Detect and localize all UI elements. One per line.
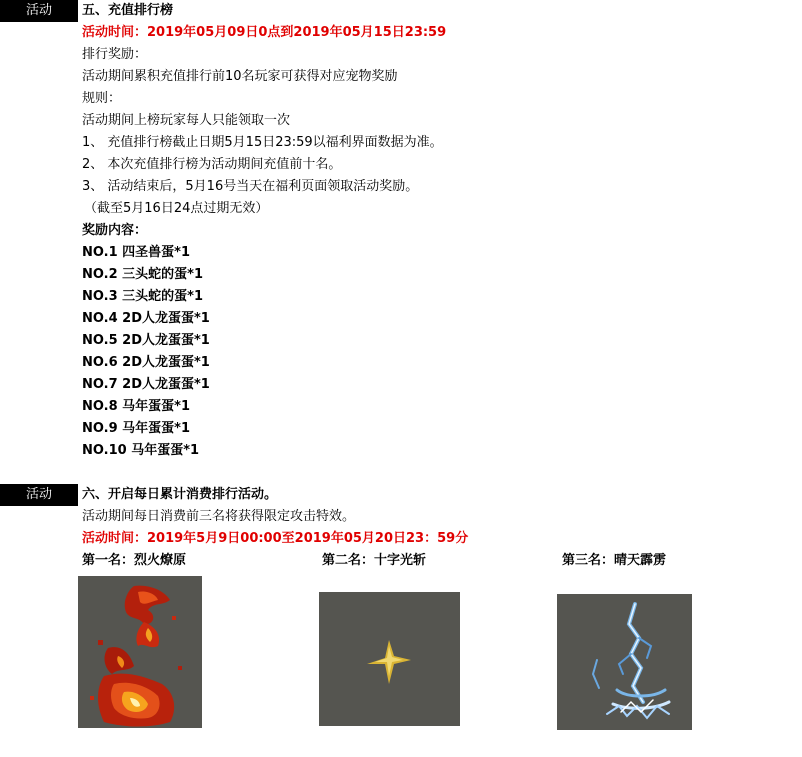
fire-effect-icon bbox=[78, 576, 202, 728]
section-5-time: 活动时间：2019年05月09日0点到2019年05月15日23:59 bbox=[82, 25, 447, 40]
section-6-title: 六、开启每日累计消费排行活动。 bbox=[82, 487, 278, 502]
prize-item: NO.4 2D人龙蛋蛋*1 bbox=[82, 311, 210, 326]
rank-2-title: 第二名：十字光斩 bbox=[322, 553, 427, 568]
cross-slash-effect-image bbox=[319, 592, 460, 726]
section-6-tag: 活动 bbox=[0, 484, 78, 506]
section-6-time: 活动时间：2019年5月9日00:00至2019年05月20日23：59分 bbox=[82, 531, 469, 546]
prize-item: NO.6 2D人龙蛋蛋*1 bbox=[82, 355, 210, 370]
reward-desc: 活动期间累积充值排行前10名玩家可获得对应宠物奖励 bbox=[82, 69, 398, 84]
rank-3-title: 第三名：晴天霹雳 bbox=[562, 553, 667, 568]
reward-label: 排行奖励： bbox=[82, 47, 148, 62]
section-6-desc: 活动期间每日消费前三名将获得限定攻击特效。 bbox=[82, 509, 356, 524]
prize-item: NO.8 马年蛋蛋*1 bbox=[82, 399, 190, 414]
rules-desc: 活动期间上榜玩家每人只能领取一次 bbox=[82, 113, 291, 128]
section-5-tag: 活动 bbox=[0, 0, 78, 22]
rule-item: 1、 充值排行榜截止日期5月15日23:59以福利界面数据为准。 bbox=[82, 135, 443, 150]
prizes-label: 奖励内容： bbox=[82, 223, 148, 238]
rules-label: 规则： bbox=[82, 91, 122, 106]
prize-item: NO.10 马年蛋蛋*1 bbox=[82, 443, 200, 458]
rule-item: 2、 本次充值排行榜为活动期间充值前十名。 bbox=[82, 157, 342, 172]
prize-item: NO.9 马年蛋蛋*1 bbox=[82, 421, 190, 436]
prize-item: NO.5 2D人龙蛋蛋*1 bbox=[82, 333, 210, 348]
prize-item: NO.3 三头蛇的蛋*1 bbox=[82, 289, 203, 304]
prize-item: NO.1 四圣兽蛋*1 bbox=[82, 245, 190, 260]
fire-effect-image bbox=[78, 576, 202, 728]
cross-slash-icon bbox=[319, 592, 460, 726]
prize-item: NO.7 2D人龙蛋蛋*1 bbox=[82, 377, 210, 392]
expiry-note: （截至5月16日24点过期无效） bbox=[84, 201, 269, 216]
lightning-effect-image bbox=[557, 594, 692, 730]
rule-item: 3、 活动结束后，5月16号当天在福利页面领取活动奖励。 bbox=[82, 179, 419, 194]
section-5-title: 五、充值排行榜 bbox=[82, 3, 174, 18]
rank-1-title: 第一名：烈火燎原 bbox=[82, 553, 187, 568]
lightning-icon bbox=[557, 594, 692, 730]
prize-item: NO.2 三头蛇的蛋*1 bbox=[82, 267, 203, 282]
